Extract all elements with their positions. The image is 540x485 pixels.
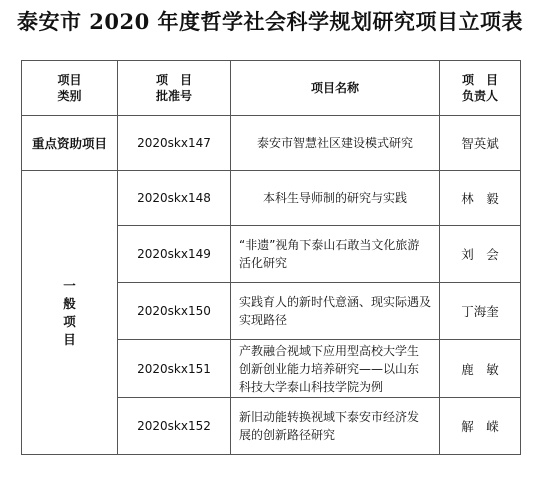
project-name-line: 活化研究 <box>239 256 288 270</box>
project-name-line: 展的创新路径研究 <box>239 428 336 442</box>
approval-no: 2020skx150 <box>118 283 231 340</box>
page-title: 泰安市 2020 年度哲学社会科学规划研究项目立项表 <box>16 9 524 34</box>
table-row <box>22 171 521 226</box>
project-name-line: 产教融合视域下应用型高校大学生 <box>239 343 420 358</box>
approval-no: 2020skx152 <box>118 398 231 455</box>
project-name-line: 实现路径 <box>239 313 288 327</box>
header-approval-no <box>118 61 231 116</box>
project-name-line: 本科生导师制的研究与实践 <box>262 191 407 205</box>
header-category-line2: 类别 <box>57 89 82 103</box>
project-name-line: 新旧动能转换视域下泰安市经济发 <box>239 410 420 424</box>
project-leader: 刘 会 <box>440 226 521 283</box>
approval-no: 2020skx148 <box>118 171 231 226</box>
project-name-line: “非遗”视角下泰山石敢当文化旅游 <box>239 238 420 252</box>
category-general-char: 般 <box>63 295 76 311</box>
project-name-line: 实践育人的新时代意涵、现实际遇及 <box>239 295 432 309</box>
project-name <box>231 283 440 340</box>
project-leader: 解 嵘 <box>440 398 521 455</box>
project-name <box>231 171 440 226</box>
category-general-char: 项 <box>63 313 76 329</box>
table-row <box>22 116 521 171</box>
header-category <box>22 61 118 116</box>
project-name-line: 科技大学泰山科技学院为例 <box>239 379 384 394</box>
project-name <box>231 226 440 283</box>
header-leader-line1: 项 目 <box>461 73 498 87</box>
project-leader: 林 毅 <box>440 171 521 226</box>
category-general-char: 一 <box>63 277 76 293</box>
approval-no: 2020skx147 <box>118 116 231 171</box>
project-name-line: 泰安市智慧社区建设模式研究 <box>256 136 413 150</box>
approval-no: 2020skx151 <box>118 340 231 398</box>
category-general <box>22 171 118 455</box>
header-project-name: 项目名称 <box>231 61 440 116</box>
project-name <box>231 398 440 455</box>
header-leader <box>440 61 521 116</box>
project-name <box>231 116 440 171</box>
project-leader: 丁海奎 <box>440 283 521 340</box>
header-row <box>22 61 521 116</box>
header-approval-line1: 项 目 <box>155 73 192 87</box>
category-key-funded: 重点资助项目 <box>22 116 118 171</box>
header-category-line1: 项目 <box>57 73 82 87</box>
header-approval-line2: 批准号 <box>155 89 192 103</box>
category-general-char: 目 <box>63 331 76 347</box>
project-leader: 鹿 敏 <box>440 340 521 398</box>
project-table <box>21 60 521 455</box>
approval-no: 2020skx149 <box>118 226 231 283</box>
project-name <box>231 340 440 398</box>
project-name-line: 创新创业能力培养研究——以山东 <box>239 361 420 376</box>
project-leader: 智英斌 <box>440 116 521 171</box>
header-leader-line2: 负责人 <box>461 89 498 103</box>
